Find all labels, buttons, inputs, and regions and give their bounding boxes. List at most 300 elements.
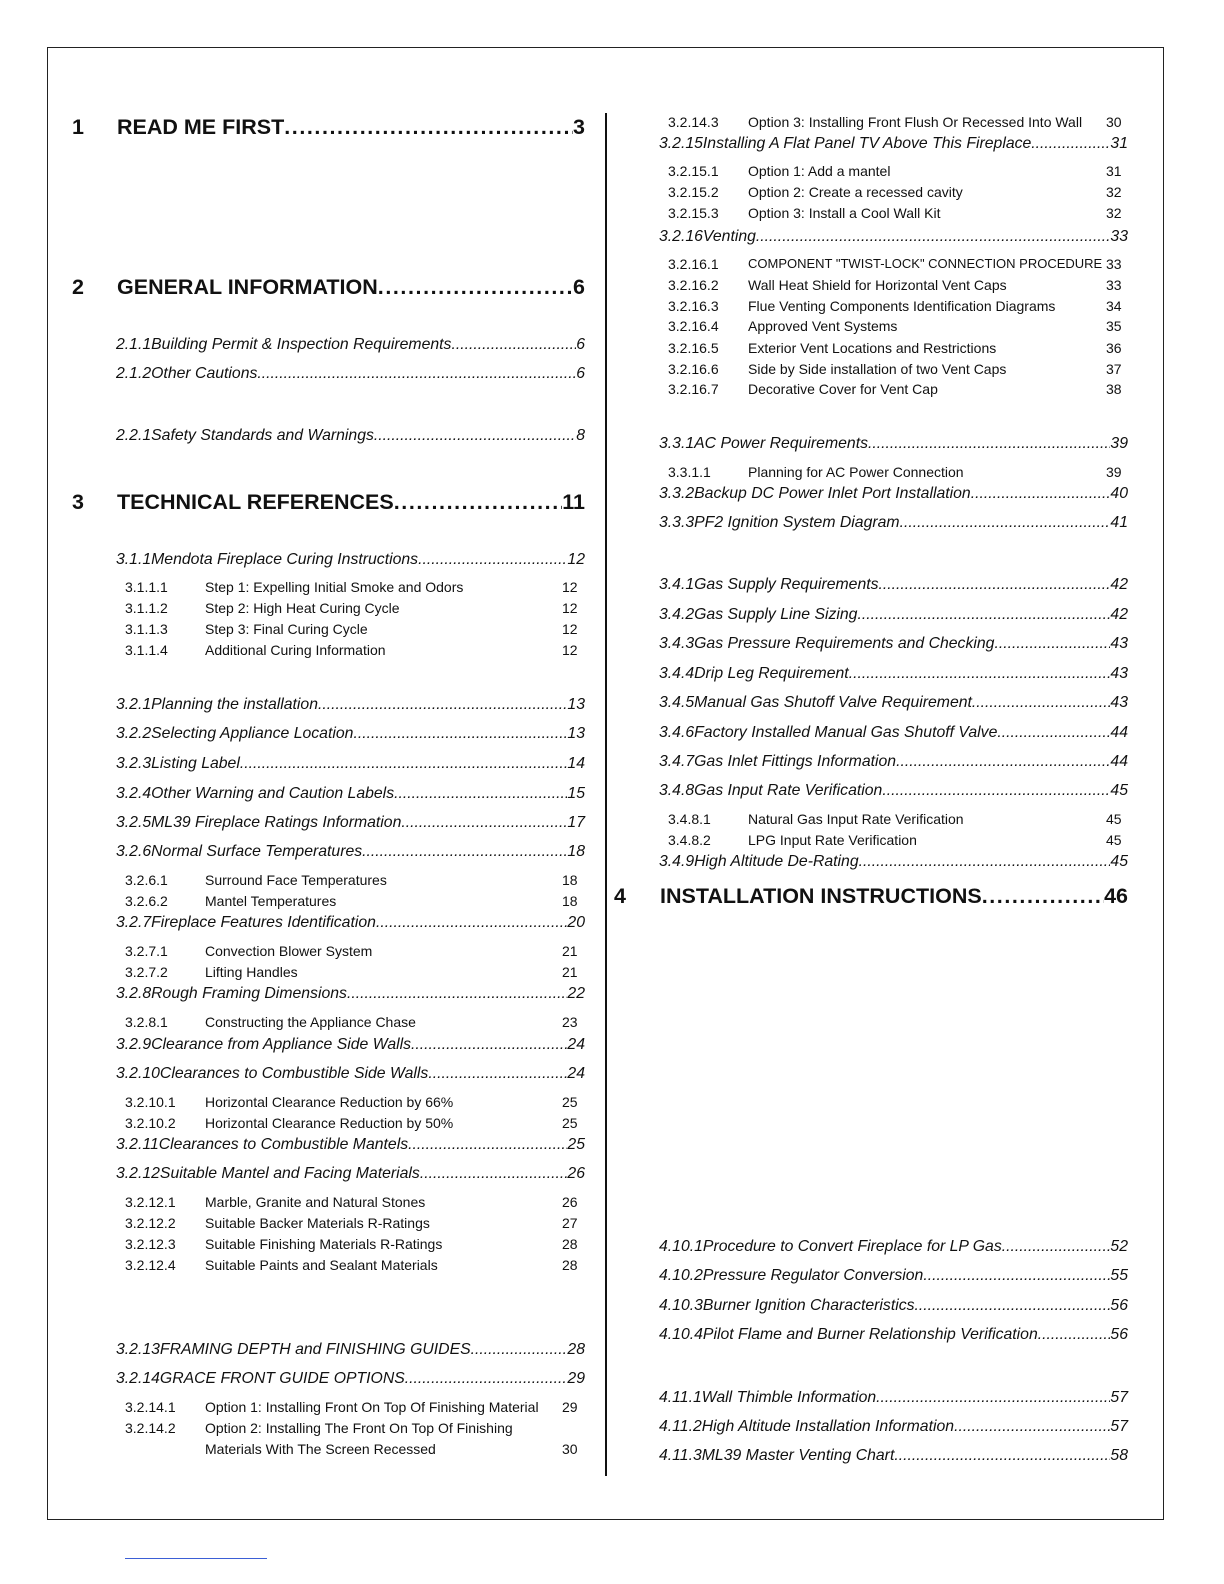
toc-entry[interactable] bbox=[659, 1389, 1128, 1411]
toc-entry[interactable] bbox=[659, 435, 1128, 457]
entry-number: 2.1.2 bbox=[116, 365, 152, 382]
toc-subentry[interactable] bbox=[125, 893, 585, 913]
toc-subentry[interactable] bbox=[125, 1215, 585, 1235]
toc-subentry[interactable] bbox=[125, 579, 585, 599]
entry-page: 57 bbox=[1110, 1389, 1128, 1406]
entry-number: 3.2.16 bbox=[659, 228, 703, 245]
entry-number: 3.2.12 bbox=[116, 1165, 160, 1182]
entry-number: 3.2.15.2 bbox=[668, 184, 719, 200]
entry-number: 3.2.14.2 bbox=[125, 1420, 176, 1436]
entry-number: 3.2.7.1 bbox=[125, 943, 168, 959]
entry-page: 21 bbox=[562, 964, 578, 980]
toc-subentry[interactable] bbox=[125, 1014, 585, 1034]
entry-title: Step 1: Expelling Initial Smoke and Odors bbox=[205, 579, 464, 595]
entry-page: 12 bbox=[562, 600, 578, 616]
entry-number: 3.2.6 bbox=[116, 843, 152, 860]
entry-number: 3.4.8 bbox=[659, 782, 695, 799]
toc-entry[interactable] bbox=[116, 843, 585, 865]
entry-title: Approved Vent Systems bbox=[748, 318, 898, 334]
entry-number: 3.2.2 bbox=[116, 725, 152, 742]
toc-entry[interactable] bbox=[659, 485, 1128, 507]
dot-leader bbox=[418, 551, 567, 569]
toc-subentry[interactable] bbox=[668, 163, 1126, 183]
entry-number: 4.11.2 bbox=[659, 1418, 702, 1435]
entry-number: 3.2.7.2 bbox=[125, 964, 168, 980]
toc-entry[interactable] bbox=[659, 724, 1128, 746]
entry-title: PF2 Ignition System Diagram bbox=[694, 514, 900, 531]
entry-page: 45 bbox=[1106, 832, 1122, 848]
entry-title: Materials With The Screen Recessed bbox=[205, 1441, 436, 1457]
entry-page: 12 bbox=[567, 551, 585, 568]
toc-subentry[interactable] bbox=[668, 298, 1126, 318]
entry-number: 3.2.12.3 bbox=[125, 1236, 176, 1252]
entry-page: 25 bbox=[567, 1136, 585, 1153]
entry-title: High Altitude Installation Information bbox=[701, 1418, 955, 1435]
entry-page: 6 bbox=[576, 365, 585, 382]
dot-leader bbox=[971, 485, 1111, 503]
toc-entry[interactable] bbox=[116, 1136, 585, 1158]
entry-number: 3.4.2 bbox=[659, 606, 695, 623]
entry-title: Fireplace Features Identification bbox=[151, 914, 376, 931]
toc-entry[interactable] bbox=[659, 753, 1128, 775]
toc-subentry[interactable] bbox=[125, 943, 585, 963]
toc-subentry[interactable] bbox=[668, 381, 1126, 401]
entry-page: 8 bbox=[576, 427, 585, 444]
entry-page: 30 bbox=[1106, 114, 1122, 130]
toc-subentry[interactable] bbox=[668, 277, 1126, 297]
entry-number: 4.11.1 bbox=[659, 1389, 702, 1406]
entry-page: 18 bbox=[567, 843, 585, 860]
entry-title: Safety Standards and Warnings bbox=[151, 427, 374, 444]
entry-title: Step 3: Final Curing Cycle bbox=[205, 621, 368, 637]
entry-number: 3.2.16.7 bbox=[668, 381, 719, 397]
toc-entry[interactable] bbox=[659, 1326, 1128, 1348]
dot-leader bbox=[284, 115, 573, 140]
toc-chapter-4[interactable] bbox=[614, 884, 1128, 914]
entry-number: 3.2.9 bbox=[116, 1036, 152, 1053]
entry-title: Surround Face Temperatures bbox=[205, 872, 387, 888]
toc-subentry[interactable] bbox=[668, 205, 1126, 225]
entry-number: 3.2.15.3 bbox=[668, 205, 719, 221]
dot-leader bbox=[378, 275, 573, 300]
toc-subentry[interactable] bbox=[125, 964, 585, 984]
dot-leader bbox=[471, 1341, 568, 1359]
dot-leader bbox=[353, 725, 567, 743]
entry-number: 3.2.10.1 bbox=[125, 1094, 176, 1110]
entry-page: 45 bbox=[1106, 811, 1122, 827]
entry-title: Listing Label bbox=[151, 755, 240, 772]
entry-number: 4.10.4 bbox=[659, 1326, 703, 1343]
toc-entry[interactable] bbox=[659, 635, 1128, 657]
dot-leader bbox=[994, 635, 1110, 653]
dot-leader bbox=[401, 814, 567, 832]
entry-title: Clearance from Appliance Side Walls bbox=[151, 1036, 412, 1053]
dot-leader bbox=[420, 1165, 568, 1183]
toc-entry[interactable] bbox=[116, 1065, 585, 1087]
entry-title: Building Permit & Inspection Requirements bbox=[151, 336, 452, 353]
entry-number: 3.2.6.1 bbox=[125, 872, 168, 888]
toc-entry[interactable] bbox=[659, 665, 1128, 687]
entry-page: 24 bbox=[567, 1065, 585, 1082]
entry-title: Convection Blower System bbox=[205, 943, 373, 959]
chapter-title: INSTALLATION INSTRUCTIONS bbox=[660, 884, 982, 908]
entry-title: Additional Curing Information bbox=[205, 642, 386, 658]
entry-page: 56 bbox=[1110, 1297, 1128, 1314]
entry-title: Pressure Regulator Conversion bbox=[702, 1267, 924, 1284]
toc-entry[interactable] bbox=[659, 853, 1128, 875]
entry-page: 28 bbox=[567, 1341, 585, 1358]
entry-page: 21 bbox=[562, 943, 578, 959]
toc-entry[interactable] bbox=[659, 135, 1128, 157]
entry-page: 44 bbox=[1110, 724, 1128, 741]
toc-entry[interactable] bbox=[116, 1165, 585, 1187]
toc-entry[interactable] bbox=[116, 725, 585, 747]
entry-number: 3.4.8.1 bbox=[668, 811, 711, 827]
toc-subentry[interactable] bbox=[125, 1420, 585, 1440]
entry-page: 44 bbox=[1110, 753, 1128, 770]
toc-subentry[interactable] bbox=[668, 811, 1126, 831]
toc-entry[interactable] bbox=[116, 1370, 585, 1392]
dot-leader bbox=[896, 753, 1110, 771]
dot-leader bbox=[411, 1036, 567, 1054]
dot-leader bbox=[318, 696, 567, 714]
toc-entry[interactable] bbox=[116, 814, 585, 836]
toc-entry[interactable] bbox=[116, 696, 585, 718]
chapter-page: 3 bbox=[573, 115, 585, 139]
entry-number: 3.2.15.1 bbox=[668, 163, 719, 179]
toc-subentry[interactable] bbox=[668, 832, 1126, 852]
dot-leader bbox=[894, 1447, 1110, 1465]
dot-leader bbox=[240, 755, 568, 773]
toc-subentry[interactable] bbox=[125, 1441, 585, 1461]
entry-page: 33 bbox=[1106, 256, 1122, 272]
entry-title: Suitable Mantel and Facing Materials bbox=[159, 1165, 420, 1182]
entry-number: 3.2.16.2 bbox=[668, 277, 719, 293]
entry-number: 3.3.2 bbox=[659, 485, 695, 502]
entry-number: 3.2.4 bbox=[116, 785, 152, 802]
entry-number: 3.3.1.1 bbox=[668, 464, 711, 480]
toc-subentry[interactable] bbox=[125, 1094, 585, 1114]
column-divider bbox=[605, 113, 607, 1476]
entry-page: 45 bbox=[1110, 853, 1128, 870]
entry-number: 4.10.2 bbox=[659, 1267, 703, 1284]
entry-title: Gas Supply Requirements bbox=[694, 576, 879, 593]
entry-number: 3.2.16.4 bbox=[668, 318, 719, 334]
toc-entry[interactable] bbox=[116, 985, 585, 1007]
entry-page: 40 bbox=[1110, 485, 1128, 502]
entry-title: Suitable Finishing Materials R-Ratings bbox=[205, 1236, 443, 1252]
entry-title: Step 2: High Heat Curing Cycle bbox=[205, 600, 400, 616]
entry-number: 3.1.1.3 bbox=[125, 621, 168, 637]
footer-link-underline bbox=[125, 1558, 267, 1559]
toc-entry[interactable] bbox=[659, 1447, 1128, 1469]
dot-leader bbox=[849, 665, 1111, 683]
entry-title: LPG Input Rate Verification bbox=[748, 832, 917, 848]
entry-title: Horizontal Clearance Reduction by 66% bbox=[205, 1094, 454, 1110]
entry-number: 3.2.16.6 bbox=[668, 361, 719, 377]
entry-number: 4.11.3 bbox=[659, 1447, 702, 1464]
toc-subentry[interactable] bbox=[668, 114, 1126, 134]
toc-subentry[interactable] bbox=[125, 600, 585, 620]
dot-leader bbox=[394, 785, 567, 803]
entry-title: Gas Pressure Requirements and Checking bbox=[694, 635, 995, 652]
entry-title: Suitable Backer Materials R-Ratings bbox=[205, 1215, 430, 1231]
chapter-number: 2 bbox=[72, 275, 84, 299]
chapter-number: 3 bbox=[72, 490, 84, 514]
entry-title: Lifting Handles bbox=[205, 964, 298, 980]
dot-leader bbox=[857, 606, 1110, 624]
entry-page: 14 bbox=[567, 755, 585, 772]
chapter-number: 4 bbox=[614, 884, 626, 908]
entry-title: Gas Supply Line Sizing bbox=[694, 606, 858, 623]
entry-title: Marble, Granite and Natural Stones bbox=[205, 1194, 426, 1210]
entry-page: 15 bbox=[567, 785, 585, 802]
entry-number: 3.2.12.1 bbox=[125, 1194, 176, 1210]
entry-page: 34 bbox=[1106, 298, 1122, 314]
entry-number: 3.2.5 bbox=[116, 814, 152, 831]
dot-leader bbox=[859, 853, 1111, 871]
entry-number: 3.2.1 bbox=[116, 696, 152, 713]
entry-page: 12 bbox=[562, 579, 578, 595]
entry-title: FRAMING DEPTH and FINISHING GUIDES bbox=[159, 1341, 471, 1358]
toc-subentry[interactable] bbox=[668, 256, 1126, 276]
entry-title: Venting bbox=[702, 228, 756, 245]
entry-number: 3.4.6 bbox=[659, 724, 695, 741]
entry-number: 3.3.1 bbox=[659, 435, 695, 452]
toc-subentry[interactable] bbox=[125, 1399, 585, 1419]
entry-page: 18 bbox=[562, 893, 578, 909]
entry-page: 26 bbox=[567, 1165, 585, 1182]
entry-page: 32 bbox=[1106, 184, 1122, 200]
entry-number: 3.4.8.2 bbox=[668, 832, 711, 848]
entry-title: Constructing the Appliance Chase bbox=[205, 1014, 416, 1030]
entry-page: 12 bbox=[562, 621, 578, 637]
entry-number: 2.1.1 bbox=[116, 336, 152, 353]
entry-title: Flue Venting Components Identification Diagrams bbox=[748, 298, 1056, 314]
entry-page: 29 bbox=[567, 1370, 585, 1387]
entry-page: 31 bbox=[1106, 163, 1122, 179]
entry-title: Exterior Vent Locations and Restrictions bbox=[748, 340, 997, 356]
entry-title: Option 2: Installing The Front On Top Of Finishing bbox=[205, 1420, 513, 1436]
dot-leader bbox=[997, 724, 1110, 742]
dot-leader bbox=[1031, 135, 1110, 153]
entry-number: 3.2.14 bbox=[116, 1370, 160, 1387]
entry-number: 3.2.10 bbox=[116, 1065, 160, 1082]
entry-page: 26 bbox=[562, 1194, 578, 1210]
entry-number: 3.2.7 bbox=[116, 914, 152, 931]
toc-chapter-1[interactable] bbox=[72, 115, 585, 145]
entry-number: 3.4.1 bbox=[659, 576, 695, 593]
entry-title: Drip Leg Requirement bbox=[694, 665, 849, 682]
entry-title: Selecting Appliance Location bbox=[151, 725, 354, 742]
entry-title: Manual Gas Shutoff Valve Requirement bbox=[694, 694, 972, 711]
toc-entry[interactable] bbox=[659, 1267, 1128, 1289]
entry-number: 3.4.7 bbox=[659, 753, 695, 770]
toc-subentry[interactable] bbox=[668, 361, 1126, 381]
entry-number: 3.2.14.1 bbox=[125, 1399, 176, 1415]
entry-number: 3.2.12.4 bbox=[125, 1257, 176, 1273]
dot-leader bbox=[451, 336, 576, 354]
chapter-page: 46 bbox=[1104, 884, 1128, 908]
entry-page: 25 bbox=[562, 1094, 578, 1110]
entry-number: 3.2.11 bbox=[116, 1136, 159, 1153]
entry-number: 3.2.14.3 bbox=[668, 114, 719, 130]
dot-leader bbox=[915, 1297, 1111, 1315]
dot-leader bbox=[900, 514, 1111, 532]
entry-page: 56 bbox=[1110, 1326, 1128, 1343]
dot-leader bbox=[882, 782, 1110, 800]
entry-number: 3.2.16.3 bbox=[668, 298, 719, 314]
toc-entry[interactable] bbox=[116, 336, 585, 358]
chapter-page: 6 bbox=[573, 275, 585, 299]
entry-number: 4.10.3 bbox=[659, 1297, 703, 1314]
toc-subentry[interactable] bbox=[125, 1257, 585, 1277]
chapter-title: GENERAL INFORMATION bbox=[117, 275, 378, 299]
entry-number: 3.4.9 bbox=[659, 853, 695, 870]
dot-leader bbox=[1038, 1326, 1111, 1344]
entry-number: 3.2.6.2 bbox=[125, 893, 168, 909]
toc-entry[interactable] bbox=[116, 755, 585, 777]
dot-leader bbox=[347, 985, 567, 1003]
entry-title: Planning the installation bbox=[151, 696, 319, 713]
dot-leader bbox=[408, 1136, 567, 1154]
entry-number: 3.4.5 bbox=[659, 694, 695, 711]
entry-title: Installing A Flat Panel TV Above This Fireplace bbox=[702, 135, 1032, 152]
entry-page: 30 bbox=[562, 1441, 578, 1457]
entry-title: Option 1: Add a mantel bbox=[748, 163, 891, 179]
entry-page: 55 bbox=[1110, 1267, 1128, 1284]
entry-number: 3.1.1.4 bbox=[125, 642, 168, 658]
entry-page: 13 bbox=[567, 725, 585, 742]
entry-number: 3.1.1.2 bbox=[125, 600, 168, 616]
toc-chapter-3[interactable] bbox=[72, 490, 585, 520]
entry-number: 3.2.8 bbox=[116, 985, 152, 1002]
toc-subentry[interactable] bbox=[125, 1115, 585, 1135]
entry-page: 39 bbox=[1106, 464, 1122, 480]
entry-page: 39 bbox=[1110, 435, 1128, 452]
entry-title: Horizontal Clearance Reduction by 50% bbox=[205, 1115, 454, 1131]
toc-entry[interactable] bbox=[659, 1297, 1128, 1319]
toc-subentry[interactable] bbox=[668, 464, 1126, 484]
entry-title: Option 3: Installing Front Flush Or Recessed Into Wall bbox=[748, 114, 1083, 130]
entry-page: 57 bbox=[1110, 1418, 1128, 1435]
toc-entry[interactable] bbox=[116, 785, 585, 807]
entry-page: 35 bbox=[1106, 318, 1122, 334]
entry-title: Mendota Fireplace Curing Instructions bbox=[151, 551, 419, 568]
toc-entry[interactable] bbox=[116, 1341, 585, 1363]
entry-title: Normal Surface Temperatures bbox=[151, 843, 363, 860]
toc-entry[interactable] bbox=[116, 365, 585, 387]
entry-number: 3.2.13 bbox=[116, 1341, 160, 1358]
entry-page: 52 bbox=[1110, 1238, 1128, 1255]
toc-subentry[interactable] bbox=[668, 184, 1126, 204]
entry-number: 3.2.8.1 bbox=[125, 1014, 168, 1030]
dot-leader bbox=[394, 490, 563, 515]
entry-number: 3.2.12.2 bbox=[125, 1215, 176, 1231]
toc-subentry[interactable] bbox=[125, 642, 585, 662]
toc-chapter-2[interactable] bbox=[72, 275, 585, 305]
chapter-number: 1 bbox=[72, 115, 84, 139]
entry-page: 58 bbox=[1110, 1447, 1128, 1464]
toc-entry[interactable] bbox=[659, 228, 1128, 250]
entry-title: Pilot Flame and Burner Relationship Verification bbox=[702, 1326, 1038, 1343]
dot-leader bbox=[879, 576, 1111, 594]
entry-page: 38 bbox=[1106, 381, 1122, 397]
dot-leader bbox=[972, 694, 1111, 712]
entry-title: Other Cautions bbox=[151, 365, 258, 382]
entry-page: 6 bbox=[576, 336, 585, 353]
dot-leader bbox=[756, 228, 1111, 246]
entry-number: 4.10.1 bbox=[659, 1238, 703, 1255]
entry-title: Suitable Paints and Sealant Materials bbox=[205, 1257, 438, 1273]
toc-subentry[interactable] bbox=[125, 872, 585, 892]
entry-title: Option 1: Installing Front On Top Of Finishing Material bbox=[205, 1399, 539, 1415]
toc-subentry[interactable] bbox=[668, 340, 1126, 360]
toc-entry[interactable] bbox=[659, 576, 1128, 598]
entry-page: 42 bbox=[1110, 606, 1128, 623]
toc-entry[interactable] bbox=[116, 914, 585, 936]
entry-page: 45 bbox=[1110, 782, 1128, 799]
entry-page: 13 bbox=[567, 696, 585, 713]
dot-leader bbox=[374, 427, 576, 445]
entry-title: Planning for AC Power Connection bbox=[748, 464, 964, 480]
toc-entry[interactable] bbox=[659, 694, 1128, 716]
toc-subentry[interactable] bbox=[125, 621, 585, 641]
toc-entry[interactable] bbox=[116, 1036, 585, 1058]
entry-page: 28 bbox=[562, 1236, 578, 1252]
entry-title: AC Power Requirements bbox=[694, 435, 868, 452]
entry-page: 43 bbox=[1110, 694, 1128, 711]
entry-page: 28 bbox=[562, 1257, 578, 1273]
toc-subentry[interactable] bbox=[668, 318, 1126, 338]
toc-subentry[interactable] bbox=[125, 1236, 585, 1256]
entry-title: Clearances to Combustible Side Walls bbox=[159, 1065, 429, 1082]
dot-leader bbox=[428, 1065, 567, 1083]
entry-page: 33 bbox=[1106, 277, 1122, 293]
entry-number: 3.1.1 bbox=[116, 551, 152, 568]
dot-leader bbox=[405, 1370, 568, 1388]
entry-page: 33 bbox=[1110, 228, 1128, 245]
entry-number: 3.4.4 bbox=[659, 665, 695, 682]
toc-subentry[interactable] bbox=[125, 1194, 585, 1214]
entry-page: 22 bbox=[567, 985, 585, 1002]
toc-entry[interactable] bbox=[659, 782, 1128, 804]
entry-number: 3.2.10.2 bbox=[125, 1115, 176, 1131]
entry-title: Factory Installed Manual Gas Shutoff Valve bbox=[694, 724, 998, 741]
toc-entry[interactable] bbox=[116, 551, 585, 573]
toc-entry[interactable] bbox=[659, 514, 1128, 536]
entry-number: 3.1.1.1 bbox=[125, 579, 168, 595]
toc-entry[interactable] bbox=[116, 427, 585, 449]
entry-title: Decorative Cover for Vent Cap bbox=[748, 381, 938, 397]
toc-entry[interactable] bbox=[659, 1418, 1128, 1440]
entry-page: 32 bbox=[1106, 205, 1122, 221]
chapter-page: 11 bbox=[562, 490, 585, 514]
toc-entry[interactable] bbox=[659, 1238, 1128, 1260]
entry-page: 43 bbox=[1110, 635, 1128, 652]
entry-page: 41 bbox=[1110, 514, 1128, 531]
entry-page: 24 bbox=[567, 1036, 585, 1053]
dot-leader bbox=[982, 884, 1104, 909]
dot-leader bbox=[257, 365, 576, 383]
dot-leader bbox=[868, 435, 1110, 453]
entry-number: 3.2.16.5 bbox=[668, 340, 719, 356]
entry-page: 43 bbox=[1110, 665, 1128, 682]
entry-page: 42 bbox=[1110, 576, 1128, 593]
entry-page: 12 bbox=[562, 642, 578, 658]
dot-leader bbox=[362, 843, 567, 861]
toc-entry[interactable] bbox=[659, 606, 1128, 628]
